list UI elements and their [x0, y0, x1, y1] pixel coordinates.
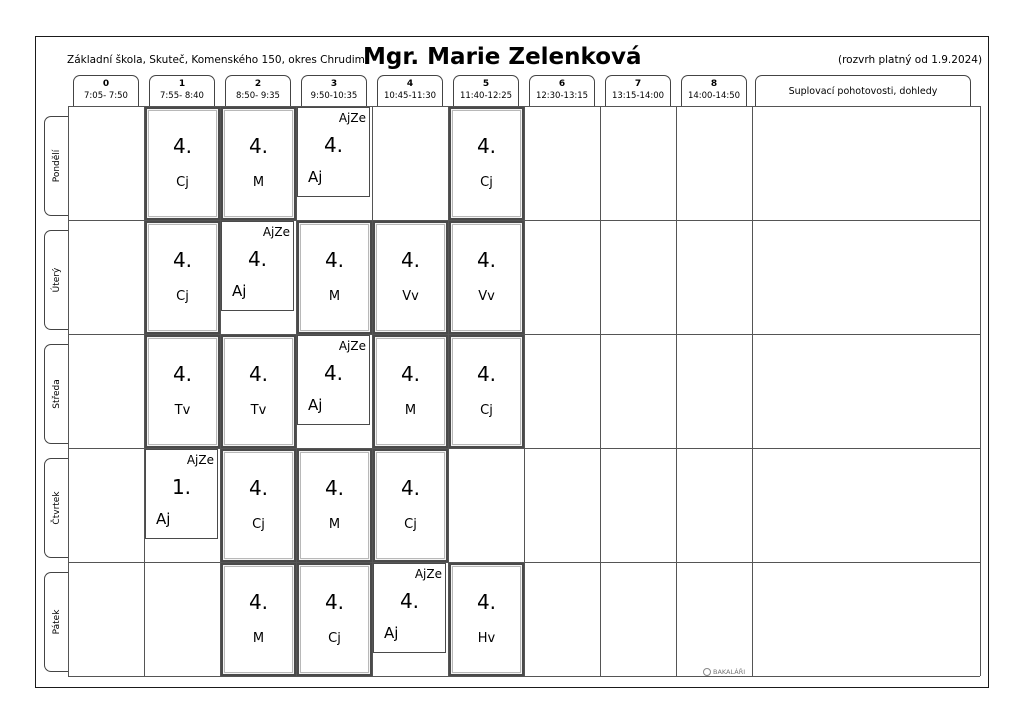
subject-label: Cj: [252, 517, 265, 532]
subject-label: Cj: [176, 289, 189, 304]
class-label: 4.: [172, 134, 193, 158]
lesson-cell-inner: [376, 224, 445, 331]
lesson-cell[interactable]: [221, 107, 296, 220]
lesson-cell[interactable]: [449, 107, 524, 220]
day-label: Středa: [51, 379, 62, 409]
lesson-cell[interactable]: [449, 221, 524, 334]
period-time: 13:15-14:00: [611, 91, 665, 101]
subject-label: M: [328, 289, 341, 304]
class-label: 4.: [399, 589, 420, 613]
subject-label: M: [404, 403, 417, 418]
lesson-cell-inner: [224, 566, 293, 673]
period-header-3: [301, 75, 367, 106]
period-header-6: [529, 75, 595, 106]
class-label: 4.: [476, 134, 497, 158]
day-label: Úterý: [51, 267, 62, 293]
subject-label: Cj: [328, 631, 341, 646]
day-tab-2: [44, 344, 68, 444]
lesson-cell-inner: [376, 338, 445, 445]
lesson-cell[interactable]: [297, 449, 372, 562]
logo-icon: [703, 668, 711, 676]
group-label: AjZe: [338, 111, 366, 125]
class-label: 4.: [476, 590, 497, 614]
subject-label: M: [252, 175, 265, 190]
period-time: 14:00-14:50: [687, 91, 741, 101]
lesson-cell-inner: [224, 110, 293, 217]
class-label: 4.: [247, 247, 268, 271]
class-label: 4.: [324, 476, 345, 500]
lesson-cell-inner: [452, 566, 521, 673]
subject-label: Cj: [404, 517, 417, 532]
lesson-cell-inner: [300, 566, 369, 673]
group-label: AjZe: [338, 339, 366, 353]
class-label: 4.: [248, 590, 269, 614]
logo-text: BAKALÁŘI: [713, 668, 746, 676]
grid-hline: [68, 562, 980, 563]
class-label: 4.: [172, 248, 193, 272]
class-label: 4.: [172, 362, 193, 386]
day-label: Čtvrtek: [51, 491, 62, 525]
group-lesson-cell[interactable]: [145, 449, 218, 539]
class-label: 4.: [476, 362, 497, 386]
class-label: 4.: [324, 590, 345, 614]
class-label: 4.: [476, 248, 497, 272]
group-lesson-cell[interactable]: [297, 335, 370, 425]
group-label: AjZe: [262, 225, 290, 239]
grid-vline: [676, 106, 677, 676]
lesson-cell-inner: [224, 338, 293, 445]
lesson-cell-inner: [452, 110, 521, 217]
lesson-cell[interactable]: [297, 221, 372, 334]
period-header-5: [453, 75, 519, 106]
group-lesson-cell[interactable]: [221, 221, 294, 311]
grid-vline: [68, 106, 69, 676]
group-label: AjZe: [414, 567, 442, 581]
day-tab-3: [44, 458, 68, 558]
period-number: 5: [482, 79, 490, 89]
subject-label: Aj: [156, 510, 171, 528]
period-header-4: [377, 75, 443, 106]
period-number: 2: [254, 79, 262, 89]
class-label: 4.: [400, 476, 421, 500]
subject-label: Aj: [308, 168, 323, 186]
period-number: 4: [406, 79, 414, 89]
period-number: 0: [102, 79, 110, 89]
class-label: 4.: [323, 361, 344, 385]
group-lesson-cell[interactable]: [297, 107, 370, 197]
class-label: 4.: [324, 248, 345, 272]
period-time: 7:55- 8:40: [160, 91, 204, 101]
period-number: 8: [710, 79, 718, 89]
lesson-cell[interactable]: [221, 563, 296, 676]
school-name: Základní škola, Skuteč, Komenského 150, okres Chrudim: [67, 54, 365, 66]
lesson-cell[interactable]: [449, 335, 524, 448]
grid-vline: [524, 106, 525, 676]
subject-label: Vv: [402, 289, 419, 304]
day-tab-1: [44, 230, 68, 330]
lesson-cell[interactable]: [373, 335, 448, 448]
subject-label: Cj: [480, 403, 493, 418]
validity-note: (rozvrh platný od 1.9.2024): [838, 54, 983, 66]
lesson-cell[interactable]: [373, 449, 448, 562]
subject-label: Tv: [250, 403, 267, 418]
day-tab-0: [44, 116, 68, 216]
class-label: 4.: [400, 362, 421, 386]
lesson-cell-inner: [224, 452, 293, 559]
period-number: 1: [178, 79, 186, 89]
lesson-cell[interactable]: [145, 107, 220, 220]
period-time: 7:05- 7:50: [84, 91, 128, 101]
grid-hline: [68, 676, 980, 677]
day-label: Pondělí: [51, 149, 62, 183]
lesson-cell[interactable]: [221, 449, 296, 562]
lesson-cell-inner: [300, 452, 369, 559]
grid-vline: [980, 106, 981, 676]
class-label: 4.: [323, 133, 344, 157]
subject-label: Aj: [232, 282, 247, 300]
lesson-cell-inner: [376, 452, 445, 559]
lesson-cell[interactable]: [221, 335, 296, 448]
period-time: 10:45-11:30: [383, 91, 437, 101]
period-number: 7: [634, 79, 642, 89]
period-time: 8:50- 9:35: [236, 91, 280, 101]
day-tab-4: [44, 572, 68, 672]
group-label: AjZe: [186, 453, 214, 467]
lesson-cell[interactable]: [449, 563, 524, 676]
subject-label: M: [328, 517, 341, 532]
lesson-cell-inner: [452, 338, 521, 445]
lesson-cell-inner: [148, 110, 217, 217]
lesson-cell[interactable]: [145, 221, 220, 334]
group-lesson-cell[interactable]: [373, 563, 446, 653]
lesson-cell-inner: [300, 224, 369, 331]
subject-label: Tv: [174, 403, 191, 418]
class-label: 1.: [171, 475, 192, 499]
period-time: 9:50-10:35: [310, 91, 358, 101]
class-label: 4.: [248, 362, 269, 386]
subject-label: Aj: [308, 396, 323, 414]
subject-label: Hv: [477, 631, 496, 646]
lesson-cell-inner: [452, 224, 521, 331]
teacher-name: Mgr. Marie Zelenková: [363, 44, 642, 70]
bakalari-logo: [703, 668, 745, 676]
class-label: 4.: [248, 476, 269, 500]
class-label: 4.: [400, 248, 421, 272]
period-header-8: [681, 75, 747, 106]
lesson-cell[interactable]: [145, 335, 220, 448]
period-header-1: [149, 75, 215, 106]
subject-label: Vv: [478, 289, 495, 304]
subject-label: Aj: [384, 624, 399, 642]
period-number: 3: [330, 79, 338, 89]
period-time: 12:30-13:15: [535, 91, 589, 101]
subject-label: Cj: [480, 175, 493, 190]
period-number: 6: [558, 79, 566, 89]
subject-label: Cj: [176, 175, 189, 190]
day-label: Pátek: [51, 609, 62, 635]
class-label: 4.: [248, 134, 269, 158]
period-header-7: [605, 75, 671, 106]
lesson-cell[interactable]: [297, 563, 372, 676]
period-time: 11:40-12:25: [459, 91, 513, 101]
period-header-2: [225, 75, 291, 106]
supl-header: Suplovací pohotovosti, dohledy: [755, 75, 971, 106]
grid-vline: [600, 106, 601, 676]
lesson-cell-inner: [148, 338, 217, 445]
lesson-cell-inner: [148, 224, 217, 331]
lesson-cell[interactable]: [373, 221, 448, 334]
subject-label: M: [252, 631, 265, 646]
grid-vline: [752, 106, 753, 676]
period-header-0: [73, 75, 139, 106]
